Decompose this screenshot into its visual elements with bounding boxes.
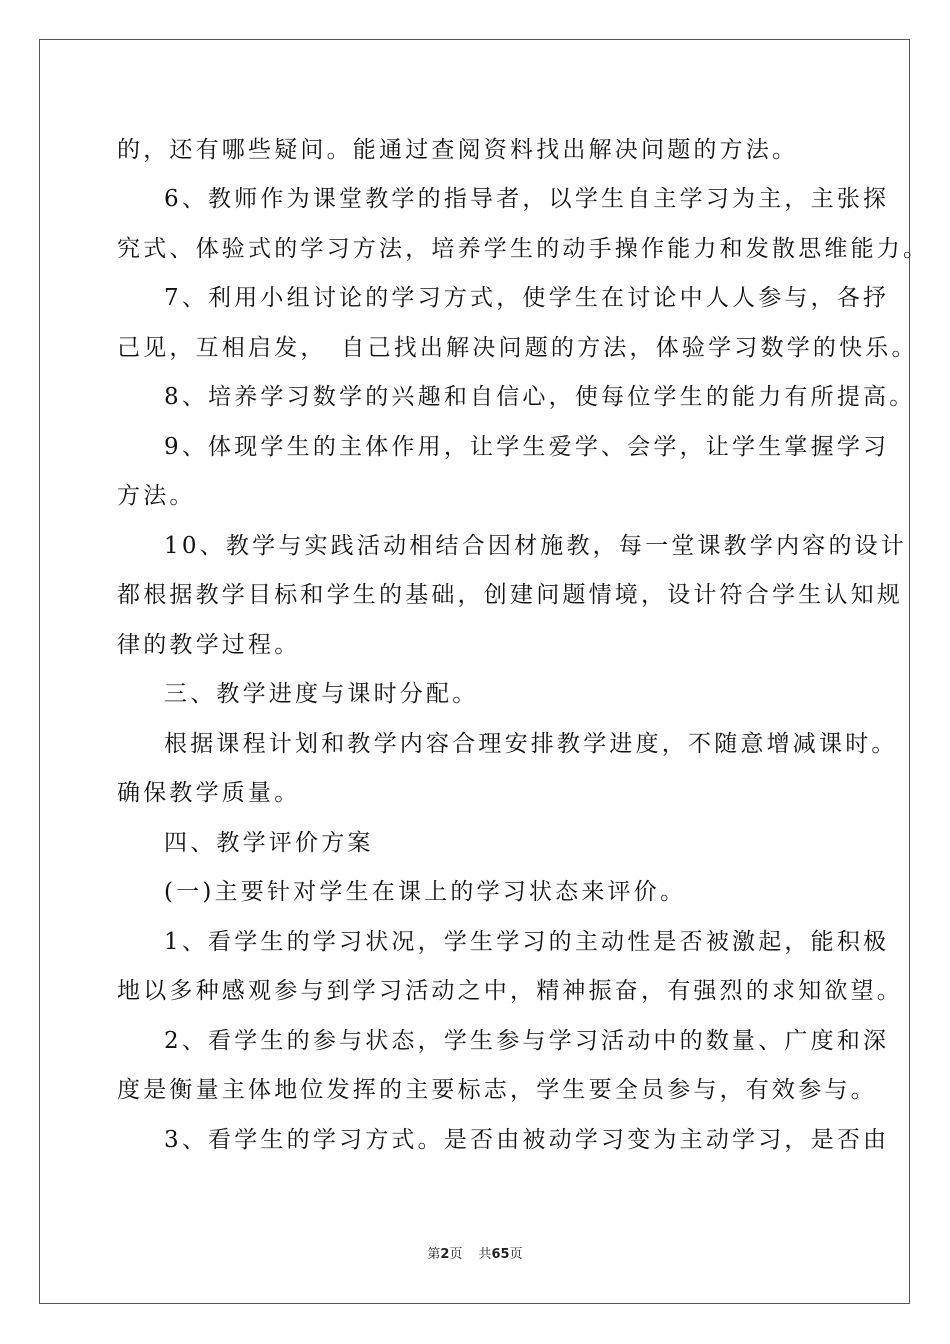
text-line: 7、利用小组讨论的学习方式，使学生在讨论中人人参与，各抒 (164, 285, 890, 311)
total-label-prefix: 共 (478, 1247, 492, 1262)
page-footer (0, 1246, 950, 1264)
text-line: 律的教学过程。 (117, 632, 301, 658)
page-total: 65 (491, 1247, 510, 1262)
page-label-suffix: 页 (449, 1247, 463, 1262)
text-line: 根据课程计划和教学内容合理安排教学进度，不随意增减课时。 (164, 731, 898, 757)
text-line: 己见，互相启发， 自己找出解决问题的方法，体验学习数学的快乐。 (117, 335, 918, 361)
page-current: 2 (440, 1247, 450, 1262)
text-line: 6、教师作为课堂教学的指导者，以学生自主学习为主，主张探 (164, 186, 890, 212)
text-line: 的，还有哪些疑问。能通过查阅资料找出解决问题的方法。 (117, 137, 799, 163)
text-line: 度是衡量主体地位发挥的主要标志，学生要全员参与，有效参与。 (117, 1077, 877, 1103)
text-line: 1、看学生的学习状况，学生学习的主动性是否被激起，能积极 (164, 929, 890, 955)
section-heading: 三、教学进度与课时分配。 (164, 681, 479, 707)
text-line: 8、培养学习数学的兴趣和自信心，使每位学生的能力有所提高。 (164, 384, 916, 410)
text-line: 都根据教学目标和学生的基础，创建问题情境，设计符合学生认知规 (117, 582, 903, 608)
text-line: 3、看学生的学习方式。是否由被动学习变为主动学习，是否由 (164, 1127, 890, 1153)
text-line: 究式、体验式的学习方法，培养学生的动手操作能力和发散思维能力。 (117, 236, 930, 262)
total-label-suffix: 页 (509, 1247, 523, 1262)
text-line: 地以多种感观参与到学习活动之中，精神振奋，有强烈的求知欲望。 (117, 978, 903, 1004)
text-line: 方法。 (117, 483, 196, 509)
page-frame (39, 39, 910, 1304)
text-line: 2、看学生的参与状态，学生参与学习活动中的数量、广度和深 (164, 1028, 890, 1054)
section-heading: 四、教学评价方案 (164, 830, 374, 856)
text-line: 确保教学质量。 (117, 780, 301, 806)
text-line: 9、体现学生的主体作用，让学生爱学、会学，让学生掌握学习 (164, 434, 890, 460)
page-label-prefix: 第 (427, 1247, 441, 1262)
subsection-heading: (一)主要针对学生在课上的学习状态来评价。 (164, 879, 687, 905)
text-line: 10、教学与实践活动相结合因材施教，每一堂课教学内容的设计 (164, 533, 908, 559)
